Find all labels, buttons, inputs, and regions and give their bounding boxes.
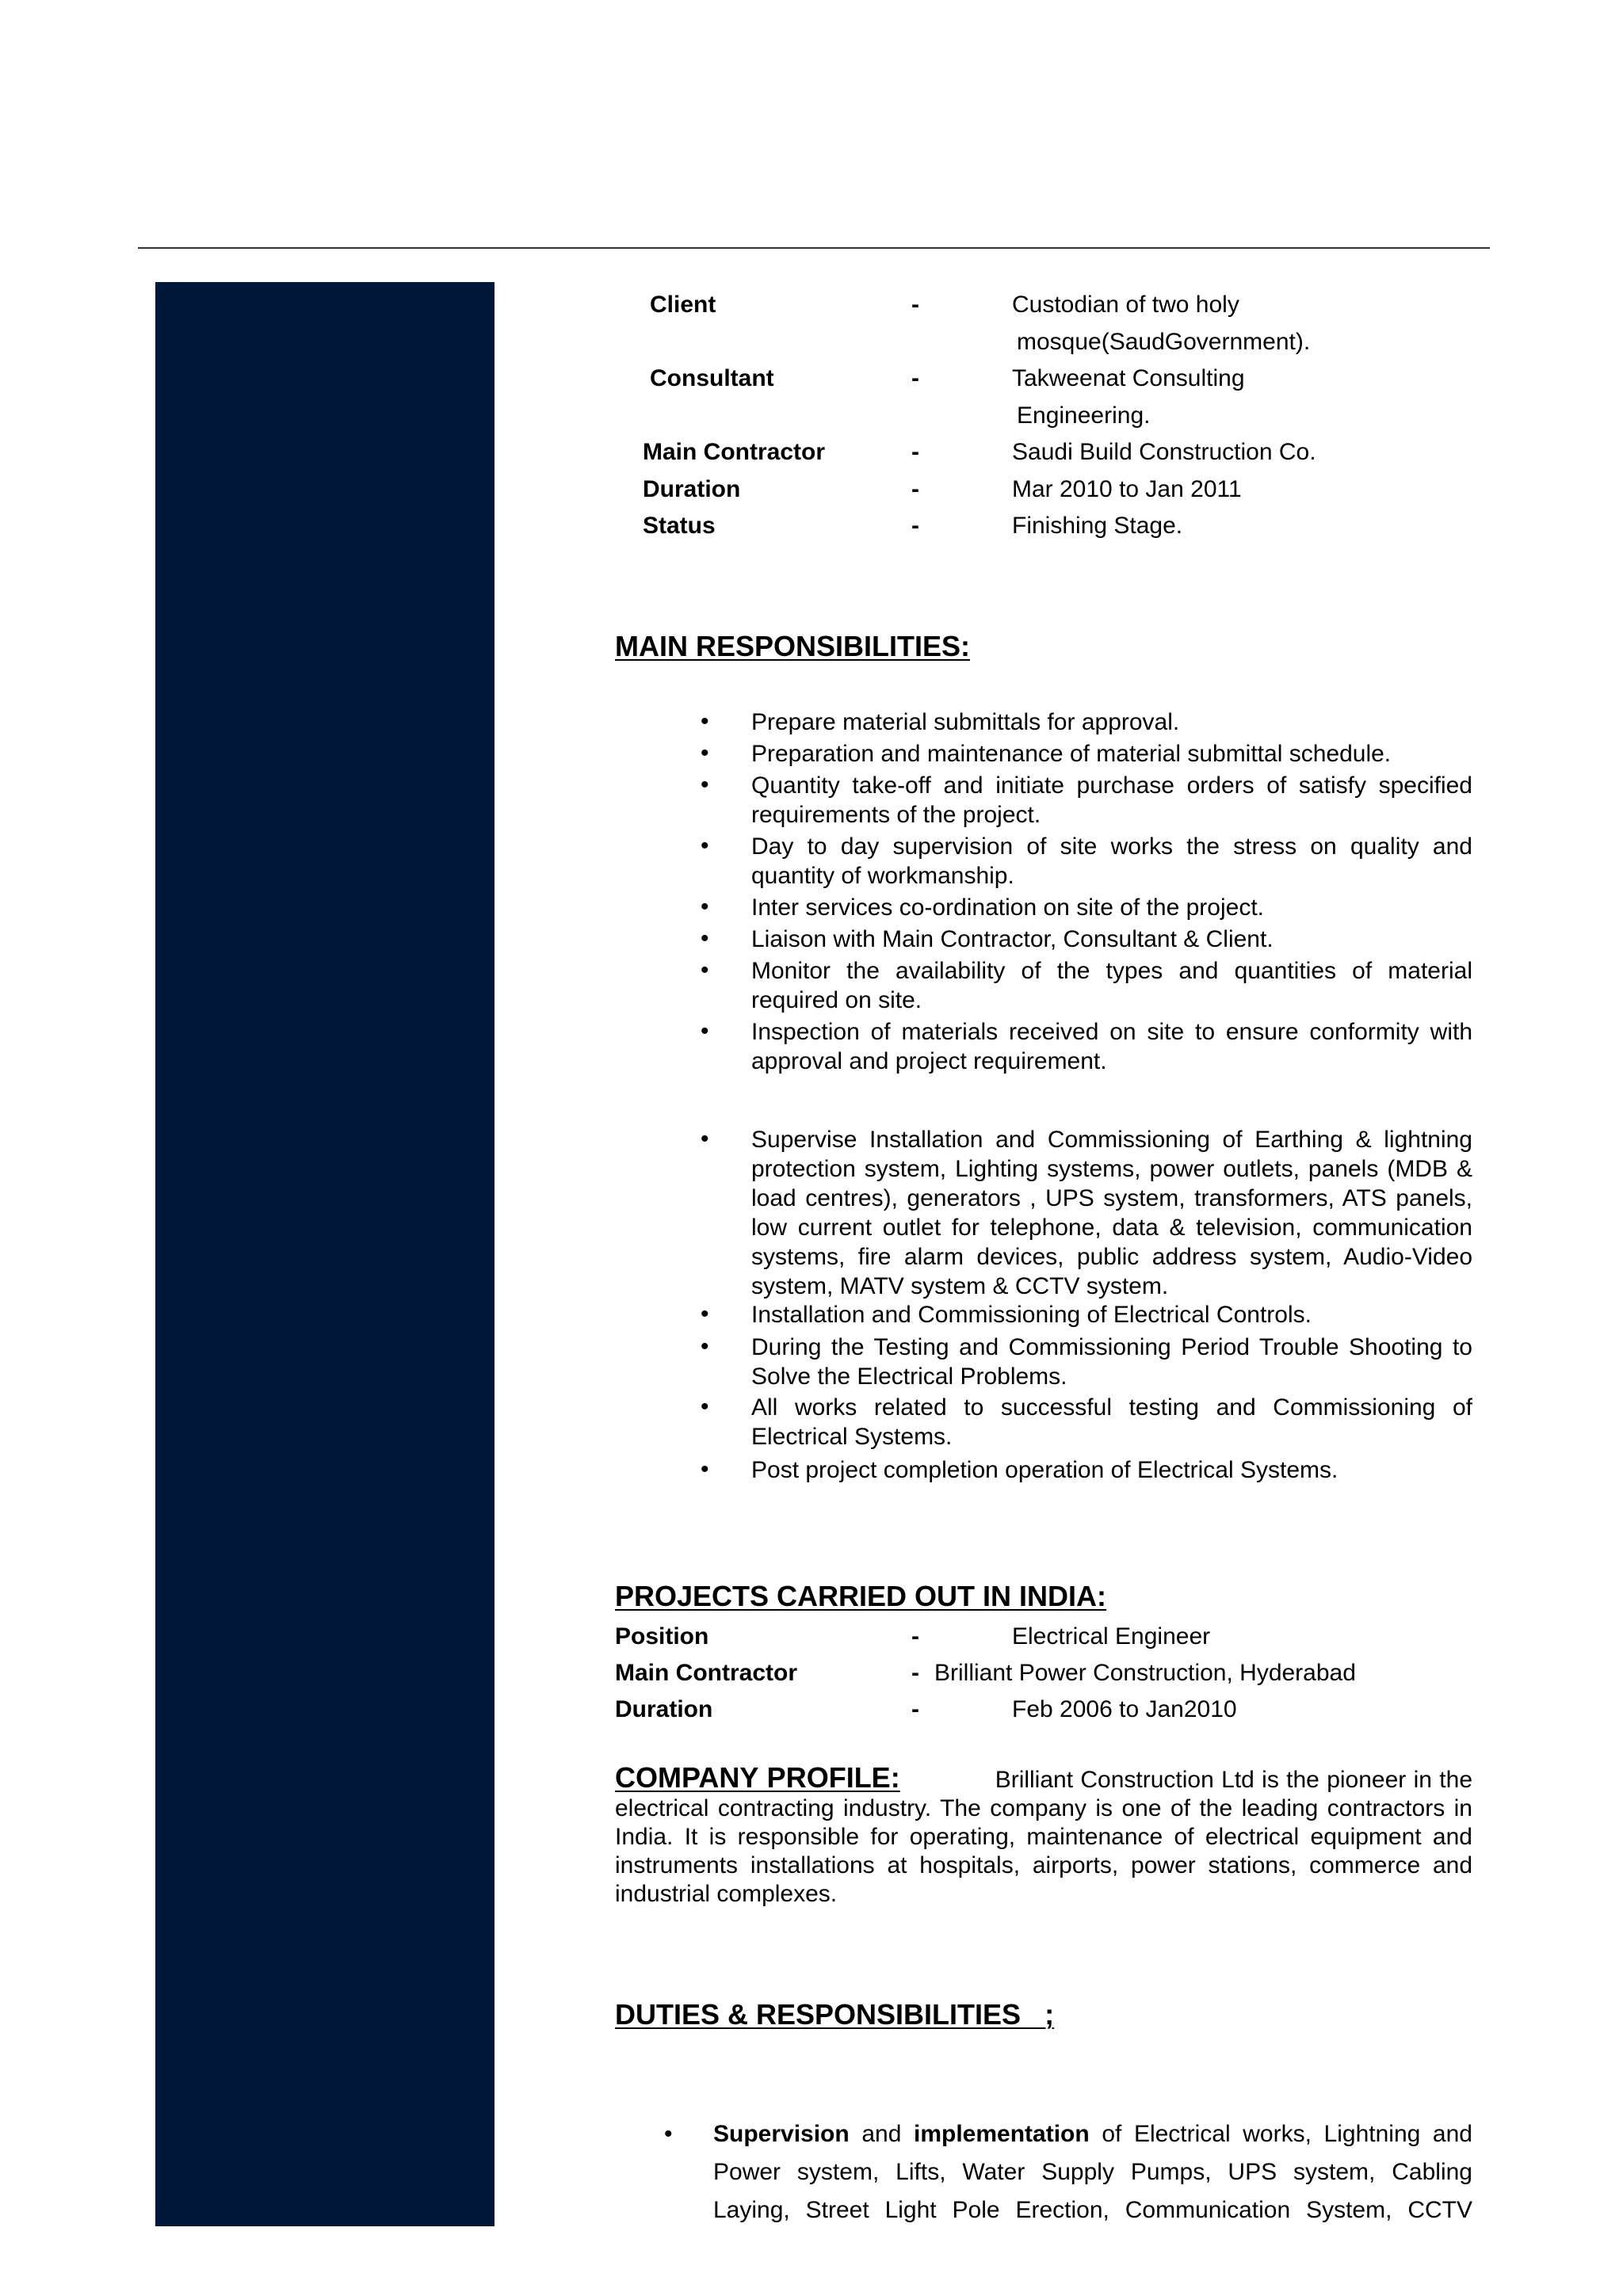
duration-value: Mar 2010 to Jan 2011 [1012,476,1242,502]
position-value: Electrical Engineer [1012,1623,1211,1650]
client-value-cont: mosque(SaudGovernment). [1017,329,1311,355]
bullet-icon: • [701,957,709,983]
client-sep: - [911,292,919,318]
bullet-icon: • [701,708,709,734]
status-label: Status [643,513,716,539]
india-contractor-label: Main Contractor [615,1660,798,1686]
india-contractor-value: Brilliant Power Construction, Hyderabad [934,1660,1356,1686]
bullet-icon: • [701,1018,709,1044]
consultant-sep: - [911,365,919,391]
india-projects-heading: PROJECTS CARRIED OUT IN INDIA: [615,1580,1107,1612]
bullet-icon: • [701,740,709,766]
india-duration-label: Duration [615,1696,713,1722]
bullet-icon: • [701,1456,709,1482]
consultant-value-cont: Engineering. [1017,402,1151,429]
company-profile-heading: COMPANY PROFILE: [615,1761,900,1794]
bullet-icon: • [701,1126,709,1152]
status-value: Finishing Stage. [1012,513,1183,539]
consultant-label: Consultant [650,365,774,391]
duties-line-3: Laying, Street Light Pole Erection, Communication System, CCTV [713,2197,1472,2223]
main-contractor-value: Saudi Build Construction Co. [1012,439,1316,465]
position-label: Position [615,1623,709,1650]
bullet-icon: • [701,894,709,920]
client-value: Custodian of two holy [1012,292,1239,318]
status-sep: - [911,513,919,539]
main-contractor-label: Main Contractor [643,439,826,465]
duration-sep: - [911,476,919,502]
india-contractor-sep: - [911,1660,919,1686]
duties-line-1: Supervision and implementation of Electrical works, Lightning and [713,2121,1472,2147]
bullet-icon: • [701,1333,709,1360]
duration-label: Duration [643,476,741,502]
position-sep: - [911,1623,919,1650]
duties-line-2: Power system, Lifts, Water Supply Pumps, UPS system, Cabling [713,2159,1472,2185]
consultant-value: Takweenat Consulting [1012,365,1245,391]
bullet-icon: • [664,2121,673,2147]
bullet-icon: • [701,925,709,952]
company-profile-text: Brilliant Construction Ltd is the pioneer in the electrical contracting industry. The company is one of the leading contractors in India. It is responsible for operating, maintenance of electrical equipment and instruments installations at hospitals, airports, power stations, commerce and industrial complexes. [615,1767,1473,1907]
company-profile [615,1761,1473,1909]
main-responsibilities-heading: MAIN RESPONSIBILITIES: [615,630,971,662]
bullet-icon: • [701,772,709,798]
sidebar-panel [155,282,495,2226]
duties-heading: DUTIES & RESPONSIBILITIES ; [615,1998,1055,2031]
header-rule [138,247,1490,249]
india-duration-sep: - [911,1696,919,1722]
main-contractor-sep: - [911,439,919,465]
list-item [713,2115,1472,2229]
bullet-icon: • [701,1301,709,1327]
bullet-icon: • [701,1394,709,1420]
india-duration-value: Feb 2006 to Jan2010 [1012,1696,1237,1722]
client-label: Client [650,292,716,318]
bullet-icon: • [701,833,709,859]
